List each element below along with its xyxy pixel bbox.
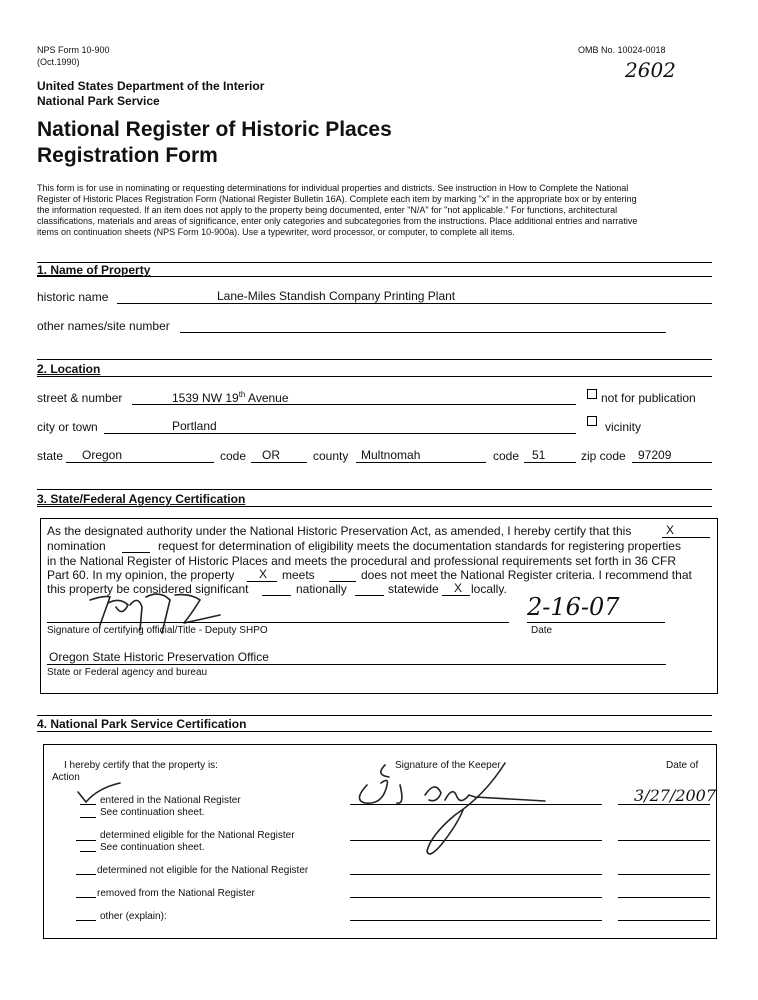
zip-label: zip code [581, 449, 626, 463]
divider [37, 276, 712, 277]
omb-number: OMB No. 10024-0018 [578, 45, 666, 55]
form-number: NPS Form 10-900 [37, 45, 110, 55]
divider [37, 489, 712, 490]
form-title: National Register of Historic Places [37, 118, 392, 141]
other-names-field[interactable] [180, 318, 666, 333]
city-field[interactable] [104, 419, 576, 434]
zip-value: 97209 [638, 448, 672, 462]
nomination-mark: X [666, 523, 675, 537]
signature-line [47, 622, 509, 623]
determined-eligible-mark[interactable] [76, 840, 96, 841]
state-code-label: code [220, 449, 247, 463]
divider [37, 731, 712, 732]
state-field[interactable] [66, 448, 214, 463]
meets-mark: X [259, 567, 268, 581]
shpo-date-handwritten: 2-16-07 [527, 593, 620, 621]
local-mark-field[interactable] [442, 581, 470, 596]
signature-line [350, 897, 602, 898]
other-names-label: other names/site number [37, 319, 170, 333]
date-label: Date [531, 625, 553, 636]
agency-label: State or Federal agency and bureau [47, 667, 208, 678]
cert-text-line: nomination [47, 539, 106, 553]
not-for-publication-checkbox[interactable] [587, 389, 597, 399]
state-code-value: OR [262, 448, 280, 462]
cert-text-line: As the designated authority under the National Historic Preservation Act, as amended, I hereby certify that this [47, 524, 632, 538]
county-code-value: 51 [532, 448, 546, 462]
form-subtitle: Registration Form [37, 144, 218, 167]
date-line [527, 622, 665, 623]
intro-text-line: items on continuation sheets (NPS Form 10-900a). Use a typewriter, word processor, or computer, to complete all items. [37, 227, 515, 237]
cert-text-line: does not meet the National Register criteria. I recommend that [361, 568, 692, 582]
historic-name-value: Lane-Miles Standish Company Printing Plant [217, 289, 456, 303]
local-mark: X [454, 581, 463, 595]
see-continuation-2-mark[interactable] [80, 851, 96, 852]
not-eligible-mark[interactable] [76, 874, 96, 875]
county-label: county [313, 449, 349, 463]
see-continuation-label: See continuation sheet. [100, 807, 205, 818]
statewide-mark-field[interactable] [355, 595, 384, 596]
cert-text-line: in the National Register of Historic Places and meets the procedural and professional requirements set forth in 36 CFR [47, 554, 676, 568]
keeper-signature [345, 755, 565, 860]
handwritten-reference: 2602 [625, 58, 676, 82]
signature-line [350, 920, 602, 921]
department-name: United States Department of the Interior [37, 79, 265, 93]
divider [37, 376, 712, 377]
removed-label: removed from the National Register [97, 888, 255, 899]
cert-text-line: request for determination of eligibility meets the documentation standards for registering properties [158, 539, 681, 553]
keeper-label: Signature of the Keeper [395, 760, 501, 771]
county-code-label: code [493, 449, 520, 463]
divider [37, 506, 712, 507]
zip-field[interactable] [632, 448, 712, 463]
entered-mark-field[interactable] [80, 804, 96, 805]
see-continuation-1-mark[interactable] [80, 817, 96, 818]
historic-name-label: historic name [37, 290, 109, 304]
intro-text-line: classifications, materials and areas of significance, enter only categories and subcategories from the instructions. Place additional entries and narrative [37, 216, 638, 226]
divider [37, 359, 712, 360]
agency-field[interactable] [47, 650, 666, 665]
signature-line [350, 874, 602, 875]
street-label: street & number [37, 391, 123, 405]
divider [37, 715, 712, 716]
agency-value: Oregon State Historic Preservation Office [49, 650, 269, 664]
cert-text-line: statewide [388, 582, 439, 596]
city-label: city or town [37, 420, 98, 434]
not-eligible-label: determined not eligible for the National Register [97, 865, 309, 876]
intro-text-line: the information requested. If an item does not apply to the property being documented, enter "N/A" for "not applicable." For functions, architectural [37, 205, 618, 215]
date-line [618, 897, 710, 898]
street-field[interactable] [132, 390, 576, 405]
action-label: Action [52, 772, 80, 783]
see-continuation-label: See continuation sheet. [100, 842, 205, 853]
not-for-publication-label: not for publication [601, 391, 696, 405]
date-line [618, 874, 710, 875]
cert-text-line: locally. [471, 582, 507, 596]
cert-text-line: Part 60. In my opinion, the property [47, 568, 235, 582]
historic-name-field[interactable] [117, 289, 712, 304]
intro-text-line: Register of Historic Places Registration Form (National Register Bulletin 16A). Complete each item by marking "x" in the appropriate box or by entering [37, 194, 637, 204]
state-code-field[interactable] [251, 448, 307, 463]
state-label: state [37, 449, 64, 463]
date-line [618, 920, 710, 921]
county-value: Multnomah [361, 448, 421, 462]
state-value: Oregon [82, 448, 123, 462]
street-value: 1539 NW 19th Avenue [172, 390, 289, 405]
section-4-heading: 4. National Park Service Certification [37, 717, 247, 731]
nomination-mark-field[interactable] [662, 523, 710, 538]
cert-text-line: this property be considered significant [47, 582, 249, 596]
intro-text-line: This form is for use in nominating or requesting determinations for individual properties and districts. See instruction in How to Complete the National [37, 183, 629, 193]
signature-label: Signature of certifying official/Title - Deputy SHPO [47, 625, 268, 636]
date-of-label: Date of [666, 760, 699, 771]
cert-text-line: meets [282, 568, 315, 582]
other-mark[interactable] [76, 920, 96, 921]
service-name: National Park Service [37, 94, 160, 108]
county-field[interactable] [356, 448, 486, 463]
entered-label: entered in the National Register [100, 795, 241, 806]
city-value: Portland [172, 419, 217, 433]
meets-mark-field[interactable] [247, 567, 277, 582]
keeper-date-handwritten: 3/27/2007 [634, 786, 717, 805]
county-code-field[interactable] [524, 448, 576, 463]
determined-eligible-label: determined eligible for the National Register [100, 830, 295, 841]
request-mark-field[interactable] [122, 552, 150, 553]
vicinity-label: vicinity [605, 420, 642, 434]
certify-text: I hereby certify that the property is: [64, 760, 218, 771]
section-1-heading: 1. Name of Property [37, 263, 151, 277]
other-explain-label: other (explain): [100, 911, 167, 922]
vicinity-checkbox[interactable] [587, 416, 597, 426]
date-line [618, 840, 710, 841]
removed-mark[interactable] [76, 897, 96, 898]
form-date: (Oct.1990) [37, 57, 80, 67]
cert-text-line: nationally [296, 582, 347, 596]
section-2-heading: 2. Location [37, 362, 101, 376]
section-3-heading: 3. State/Federal Agency Certification [37, 492, 246, 506]
